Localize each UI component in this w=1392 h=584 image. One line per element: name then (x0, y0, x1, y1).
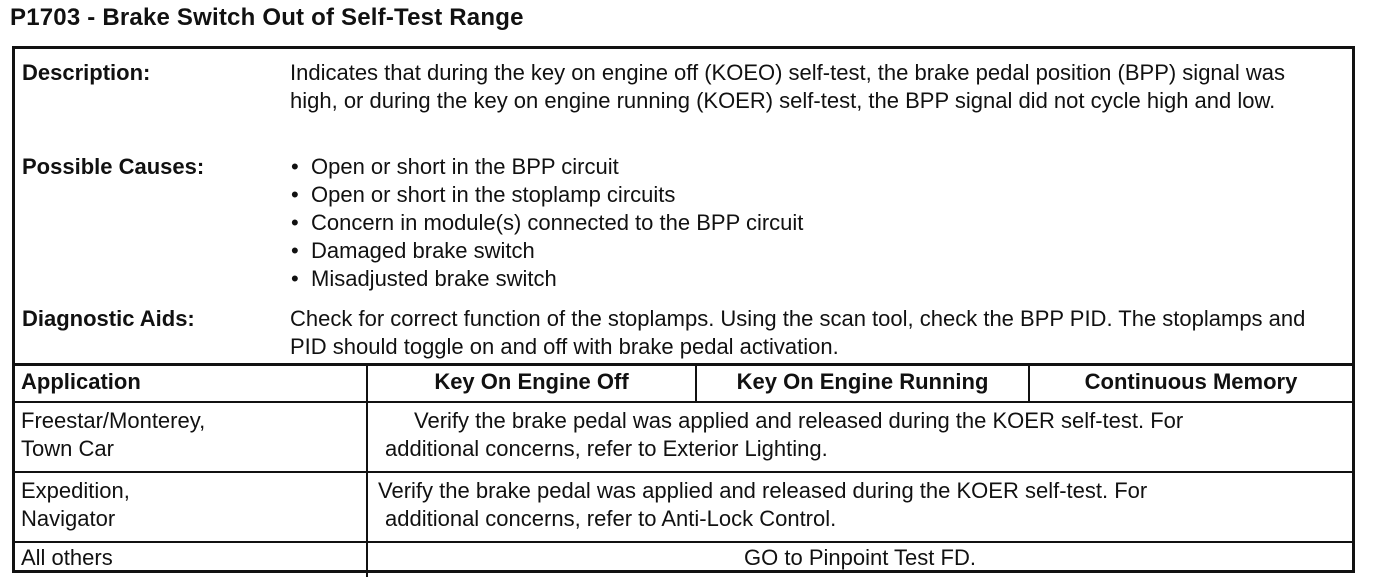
list-item: • Open or short in the BPP circuit (290, 153, 803, 181)
possible-causes-label: Possible Causes: (22, 154, 205, 179)
list-item: • Concern in module(s) connected to the BPP circuit (290, 209, 803, 237)
diagnostic-table (12, 46, 1355, 573)
list-item: • Open or short in the stoplamp circuits (290, 181, 803, 209)
application-cell: Freestar/Monterey, Town Car (15, 402, 367, 472)
column-header-koeo: Key On Engine Off (367, 365, 696, 403)
application-table (15, 363, 1352, 577)
test-description-cell: GO to Pinpoint Test FD. (367, 542, 1352, 577)
application-cell: All others (15, 542, 367, 577)
description-label: Description: (22, 60, 151, 85)
test-description-cell: Verify the brake pedal was applied and released during the KOER self-test. For additional concerns, refer to Anti-Lock Control. (367, 472, 1352, 542)
table-row (15, 472, 1352, 542)
test-description-cell: Verify the brake pedal was applied and released during the KOER self-test. For additional concerns, refer to Exterior Lighting. (367, 402, 1352, 472)
column-header-koer: Key On Engine Running (696, 365, 1029, 403)
description-text: Indicates that during the key on engine off (KOEO) self-test, the brake pedal position (BPP) signal was high, or during the key on engine running (KOER) self-test, the BPP signal did not cycle high and low. (290, 60, 1286, 113)
column-header-continuous-memory: Continuous Memory (1029, 365, 1352, 403)
list-item: • Misadjusted brake switch (290, 265, 803, 293)
list-item: • Damaged brake switch (290, 237, 803, 265)
application-cell: Expedition, Navigator (15, 472, 367, 542)
table-header-row (15, 365, 1352, 403)
table-row (15, 542, 1352, 577)
column-header-application: Application (15, 365, 367, 403)
info-section (15, 49, 1352, 369)
table-row (15, 402, 1352, 472)
diagnostic-aids-label: Diagnostic Aids: (22, 306, 195, 331)
page-title: P1703 - Brake Switch Out of Self-Test Range (10, 4, 524, 31)
possible-causes-list (290, 153, 803, 293)
diagnostic-aids-text: Check for correct function of the stoplamps. Using the scan tool, check the BPP PID. The stoplamps and PID should toggle on and off with brake pedal activation. (290, 306, 1306, 359)
